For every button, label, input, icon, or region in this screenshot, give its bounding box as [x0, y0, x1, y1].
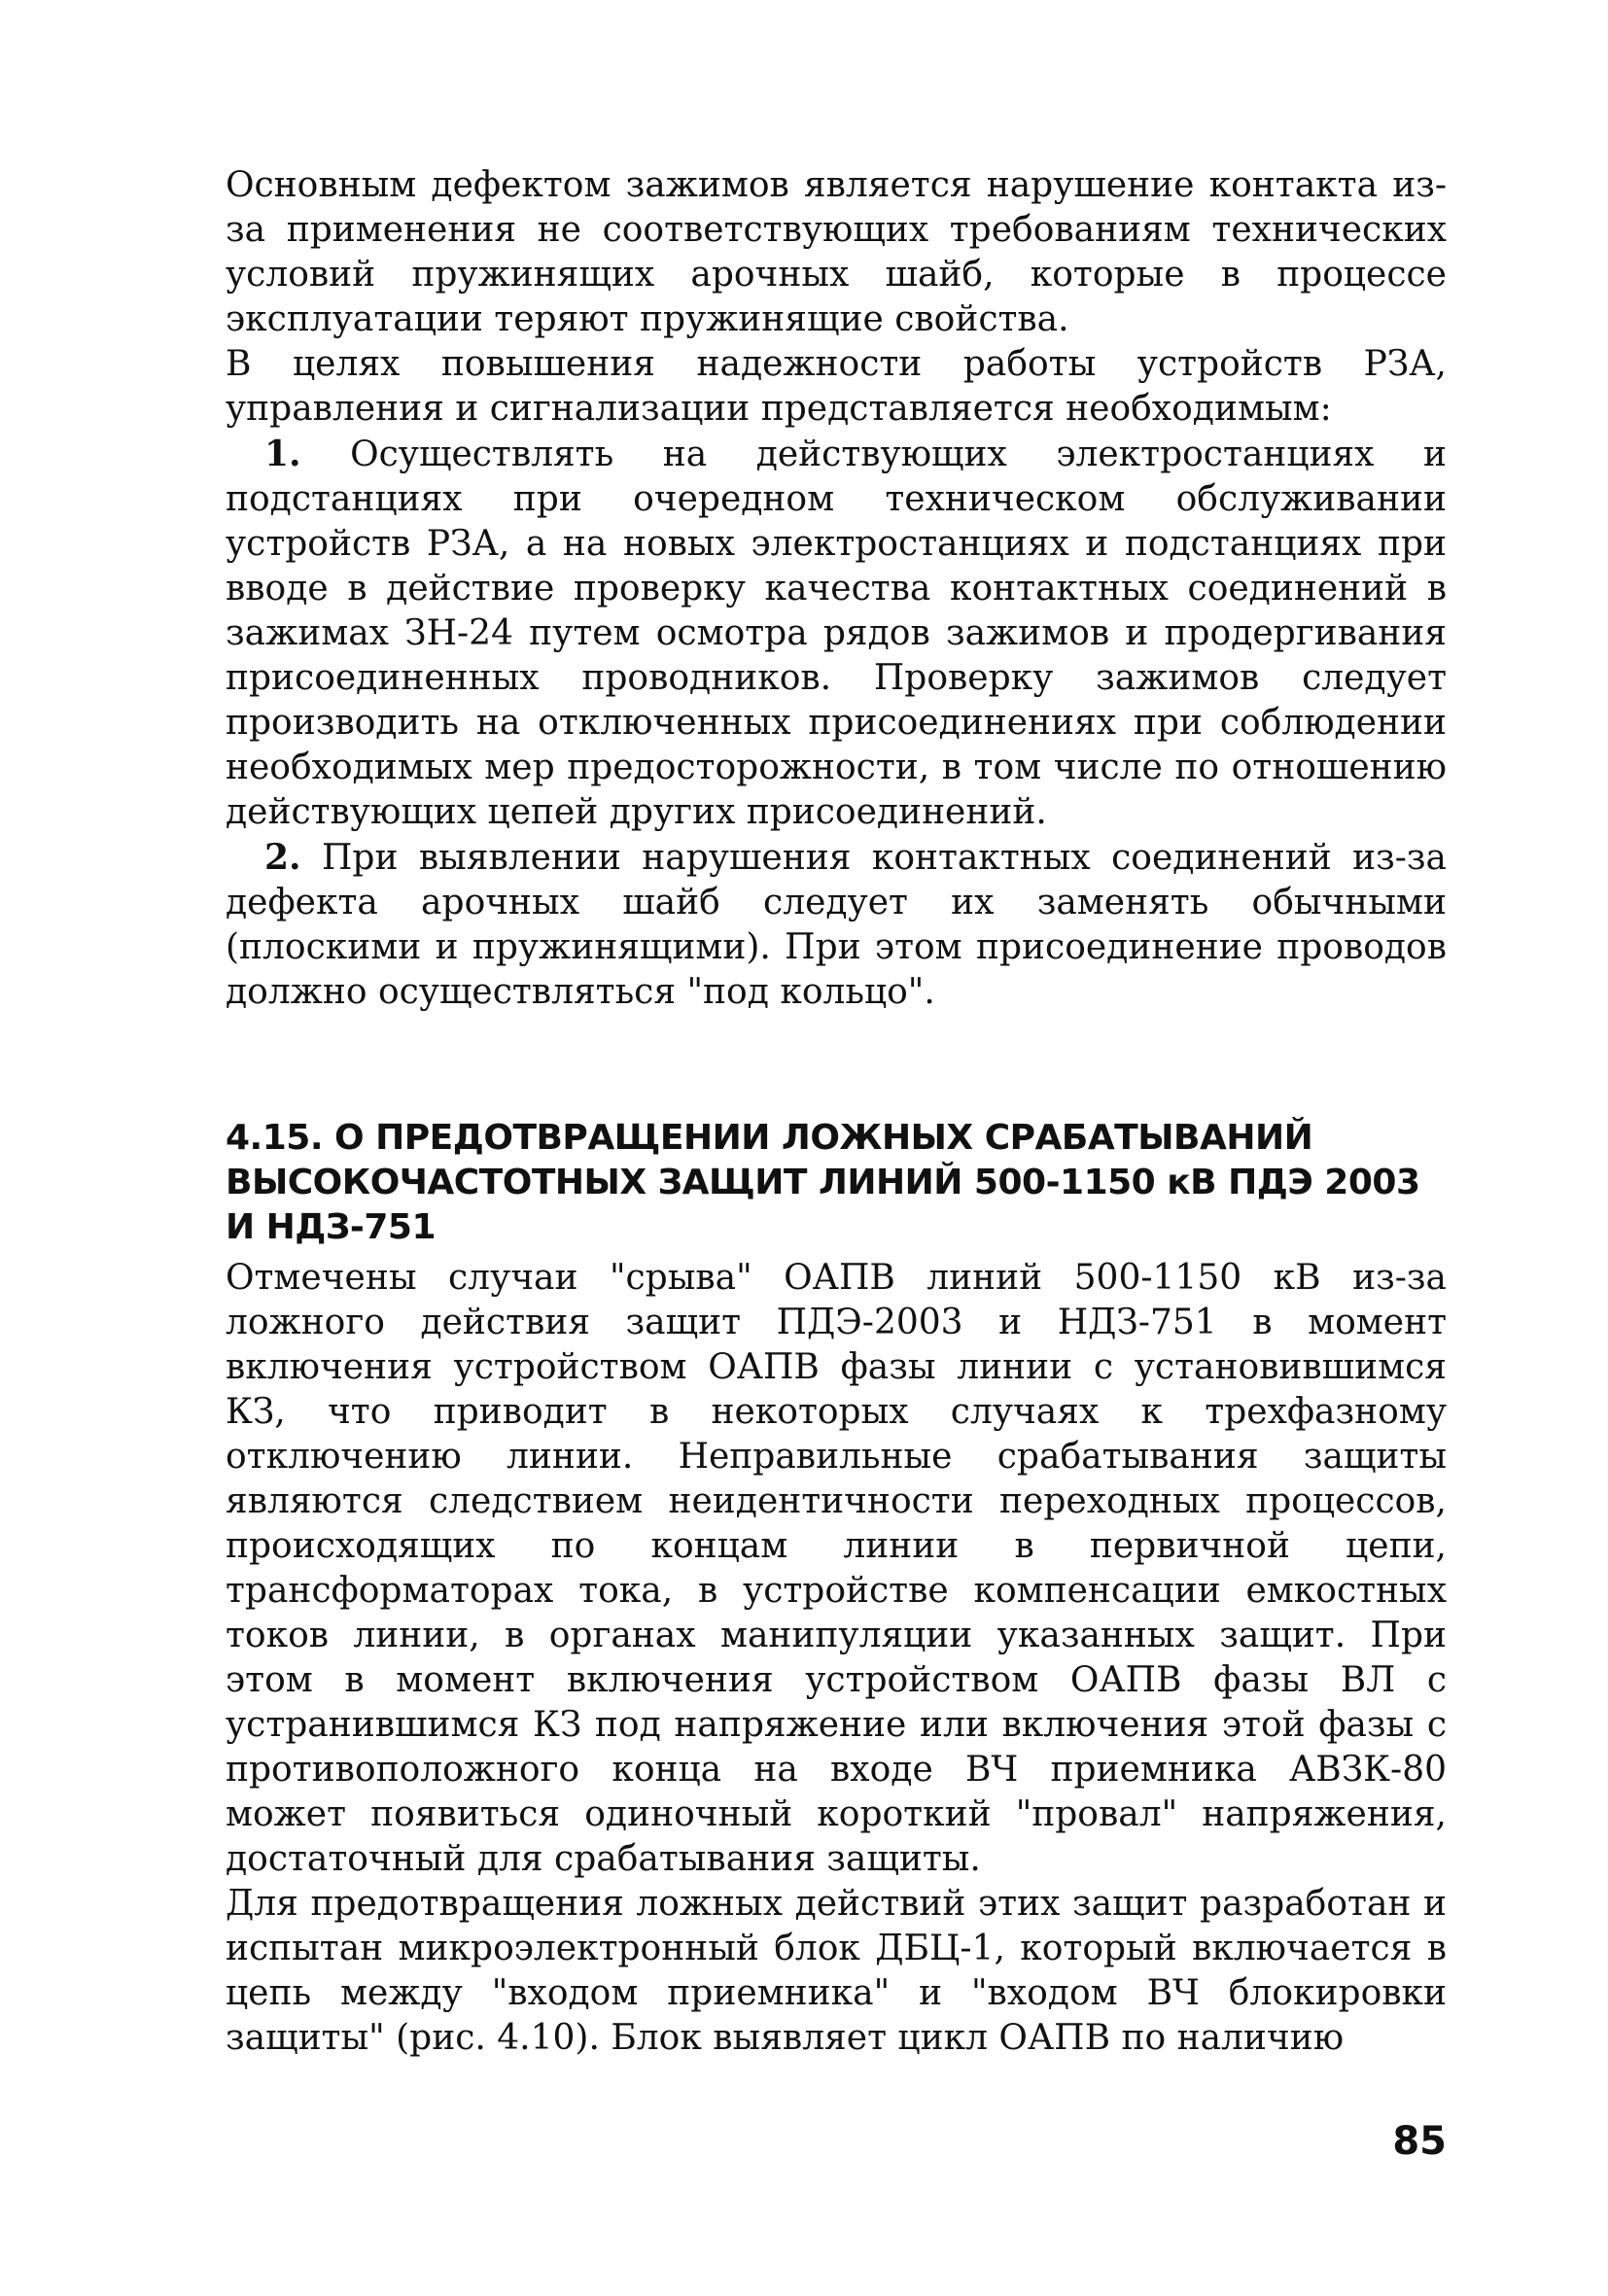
page-number: 85	[1392, 2119, 1447, 2164]
paragraph-cases: Отмечены случаи "срыва" ОАПВ линий 500-1150 кВ из-за ложного действия защит ПДЭ-2003 и НДЗ-751 в момент включения устройством ОАПВ фазы линии с установившимся КЗ, что приводит в некоторых случаях к трехфазному отключению линии. Неправильные срабатывания защиты являются следствием неидентичности переходных процессов, происходящих по концам линии в первичной цепи, трансформаторах тока, в устройстве компенсации емкостных токов линии, в органах манипуляции указанных защит. При этом в момент включения устройством ОАПВ фазы ВЛ с устранившимся КЗ под напряжение или включения этой фазы с противоположного конца на входе ВЧ приемника АВЗК-80 может появиться одиночный короткий "провал" напряжения, достаточный для срабатывания защиты.	[226, 1258, 1447, 1879]
paragraph-defect: Основным дефектом зажимов является нарушение контакта из-за применения не соответствующих требованиям технических условий пружинящих арочных шайб, которые в процессе эксплуатации теряют пружинящие свойства.	[226, 165, 1447, 339]
top-text-block	[226, 163, 1447, 1015]
paragraph-requirements: В целях повышения надежности работы устройств РЗА, управления и сигнализации представляется необходимым:	[226, 344, 1447, 429]
section-heading-line-1: 4.15. О ПРЕДОТВРАЩЕНИИ ЛОЖНЫХ СРАБАТЫВАНИЙ	[226, 1118, 1313, 1158]
section-body	[226, 1256, 1447, 2061]
list-item-1-number: 1.	[264, 434, 301, 474]
section-heading-line-3: И НДЗ-751	[226, 1207, 437, 1247]
list-item-1	[226, 432, 1447, 835]
list-item-2	[226, 835, 1447, 1015]
section-heading-line-2: ВЫСОКОЧАСТОТНЫХ ЗАЩИТ ЛИНИЙ 500-1150 кВ ПДЭ 2003	[226, 1163, 1420, 1202]
paragraph-prevention: Для предотвращения ложных действий этих защит разработан и испытан микроэлектронный блок ДБЦ-1, который включается в цепь между "входом приемника" и "входом ВЧ блокировки защиты" (рис. 4.10). Блок выявляет цикл ОАПВ по наличию	[226, 1884, 1447, 2058]
section-heading	[226, 1116, 1447, 1250]
list-item-1-text: Осуществлять на действующих электростанциях и подстанциях при очередном техническом обслуживании устройств РЗА, а на новых электростанциях и подстанциях при вводе в действие проверку качества контактных соединений в зажимах ЗН-24 путем осмотра рядов зажимов и продергивания присоединенных проводников. Проверку зажимов следует производить на отключенных присоединениях при соблюдении необходимых мер предосторожности, в том числе по отношению действующих цепей других присоединений.	[226, 435, 1447, 832]
document-page	[226, 163, 1447, 2166]
list-item-2-text: При выявлении нарушения контактных соединений из-за дефекта арочных шайб следует их заменять обычными (плоскими и пружинящими). При этом присоединение проводов должно осуществляться "под кольцо".	[226, 838, 1447, 1012]
list-item-2-number: 2.	[264, 837, 301, 878]
